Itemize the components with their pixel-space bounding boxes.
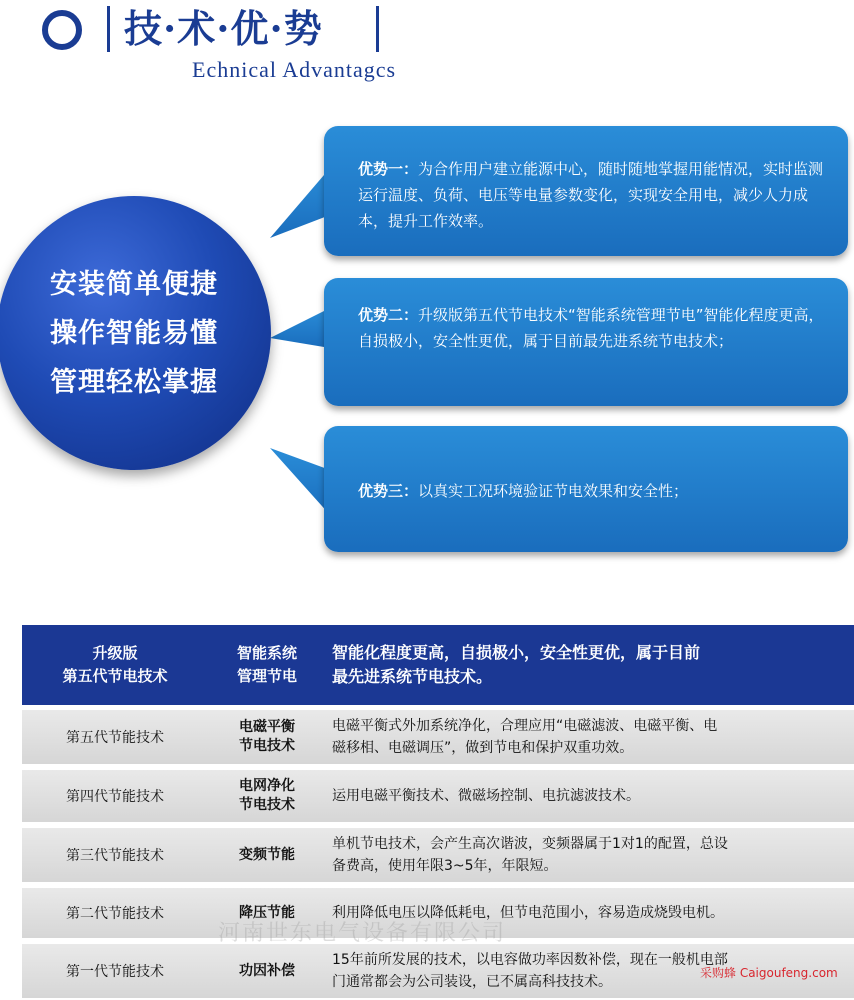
callout-pointer (270, 168, 330, 238)
name-cell: 功因补偿 (239, 962, 295, 979)
table-row (22, 710, 854, 764)
header-generation-cell (22, 625, 208, 705)
cell-line: 最先进系统节电技术。 (332, 667, 493, 686)
cell-line: 电磁平衡式外加系统净化，合理应用“电磁滤波、电磁平衡、电 (332, 718, 718, 734)
table-header-row (22, 625, 854, 705)
feature-line: 操作智能易懂 (50, 317, 218, 349)
advantage-label: 优势一： (358, 160, 419, 178)
advantage-bubble-1 (324, 126, 848, 256)
cell-line: 单机节电技术，会产生高次谐波，变频器属于1对1的配置，总设 (332, 836, 728, 852)
callout-pointer (270, 448, 330, 515)
desc-cell: 利用降低电压以降低耗电，但节电范围小，容易造成烧毁电机。 (332, 905, 724, 921)
desc-cell: 运用电磁平衡技术、微磁场控制、电抗滤波技术。 (332, 788, 640, 804)
name-cell: 降压节能 (239, 904, 295, 921)
cell-line: 管理节电 (236, 667, 297, 685)
generation-cell: 第四代节能技术 (66, 789, 164, 805)
cell-line: 磁移相、电磁调压”，做到节电和保护双重功效。 (332, 740, 634, 756)
desc-cell (332, 710, 842, 764)
feature-circle (0, 196, 271, 470)
cell-line: 门通常都会为公司装设，已不属高科技技术。 (332, 974, 612, 990)
name-cell: 变频节能 (239, 846, 295, 863)
cell-line: 备费高，使用年限3~5年，年限短。 (332, 858, 558, 874)
callout-pointer (270, 308, 330, 348)
advantage-bubble-3 (324, 426, 848, 552)
header-name-cell (208, 625, 326, 705)
name-cell (208, 770, 326, 822)
feature-line: 管理轻松掌握 (50, 366, 218, 398)
cell-line: 15年前所发展的技术，以电容做功率因数补偿，现在一般机电部 (332, 952, 728, 968)
cell-line: 节电技术 (239, 797, 295, 813)
cell-line: 电网净化 (239, 778, 295, 794)
section-subtitle: Echnical Advantagcs (192, 57, 397, 82)
company-watermark: 河南世东电气设备有限公司 (218, 921, 507, 946)
generation-cell: 第三代节能技术 (66, 848, 164, 864)
cell-line: 升级版 (92, 644, 138, 662)
feature-line: 安装简单便捷 (50, 268, 218, 300)
generation-cell: 第一代节能技术 (66, 964, 164, 980)
site-watermark: 采购蜂 Caigoufeng.com (700, 966, 838, 980)
advantage-text: 为合作用户建立能源中心，随时随地掌握用能情况，实时监测运行温度、负荷、电压等电量参数变化，实现安全用电，减少人力成本，提升工作效率。 (358, 160, 824, 230)
advantage-text: 升级版第五代节电技术“智能系统管理节电”智能化程度更高，自损极小，安全性更优，属于目前最先进系统节电技术； (358, 306, 824, 350)
advantage-bubble-2 (324, 278, 848, 406)
generation-cell: 第二代节能技术 (66, 906, 164, 922)
desc-cell (332, 828, 842, 882)
section-title: 技·术·优·势 (124, 6, 323, 51)
advantage-text: 以真实工况环境验证节电效果和安全性； (418, 482, 689, 500)
cell-line: 节电技术 (239, 738, 295, 754)
table-row (22, 828, 854, 882)
name-cell (208, 710, 326, 764)
generation-cell: 第五代节能技术 (66, 730, 164, 746)
cell-line: 智能化程度更高，自损极小，安全性更优，属于目前 (332, 643, 701, 662)
table-row (22, 770, 854, 822)
header-desc-cell (332, 625, 842, 705)
advantage-label: 优势三： (358, 482, 419, 500)
advantage-label: 优势二： (358, 306, 419, 324)
cell-line: 电磁平衡 (239, 719, 295, 735)
cell-line: 第五代节电技术 (62, 667, 168, 685)
cell-line: 智能系统 (236, 644, 297, 662)
